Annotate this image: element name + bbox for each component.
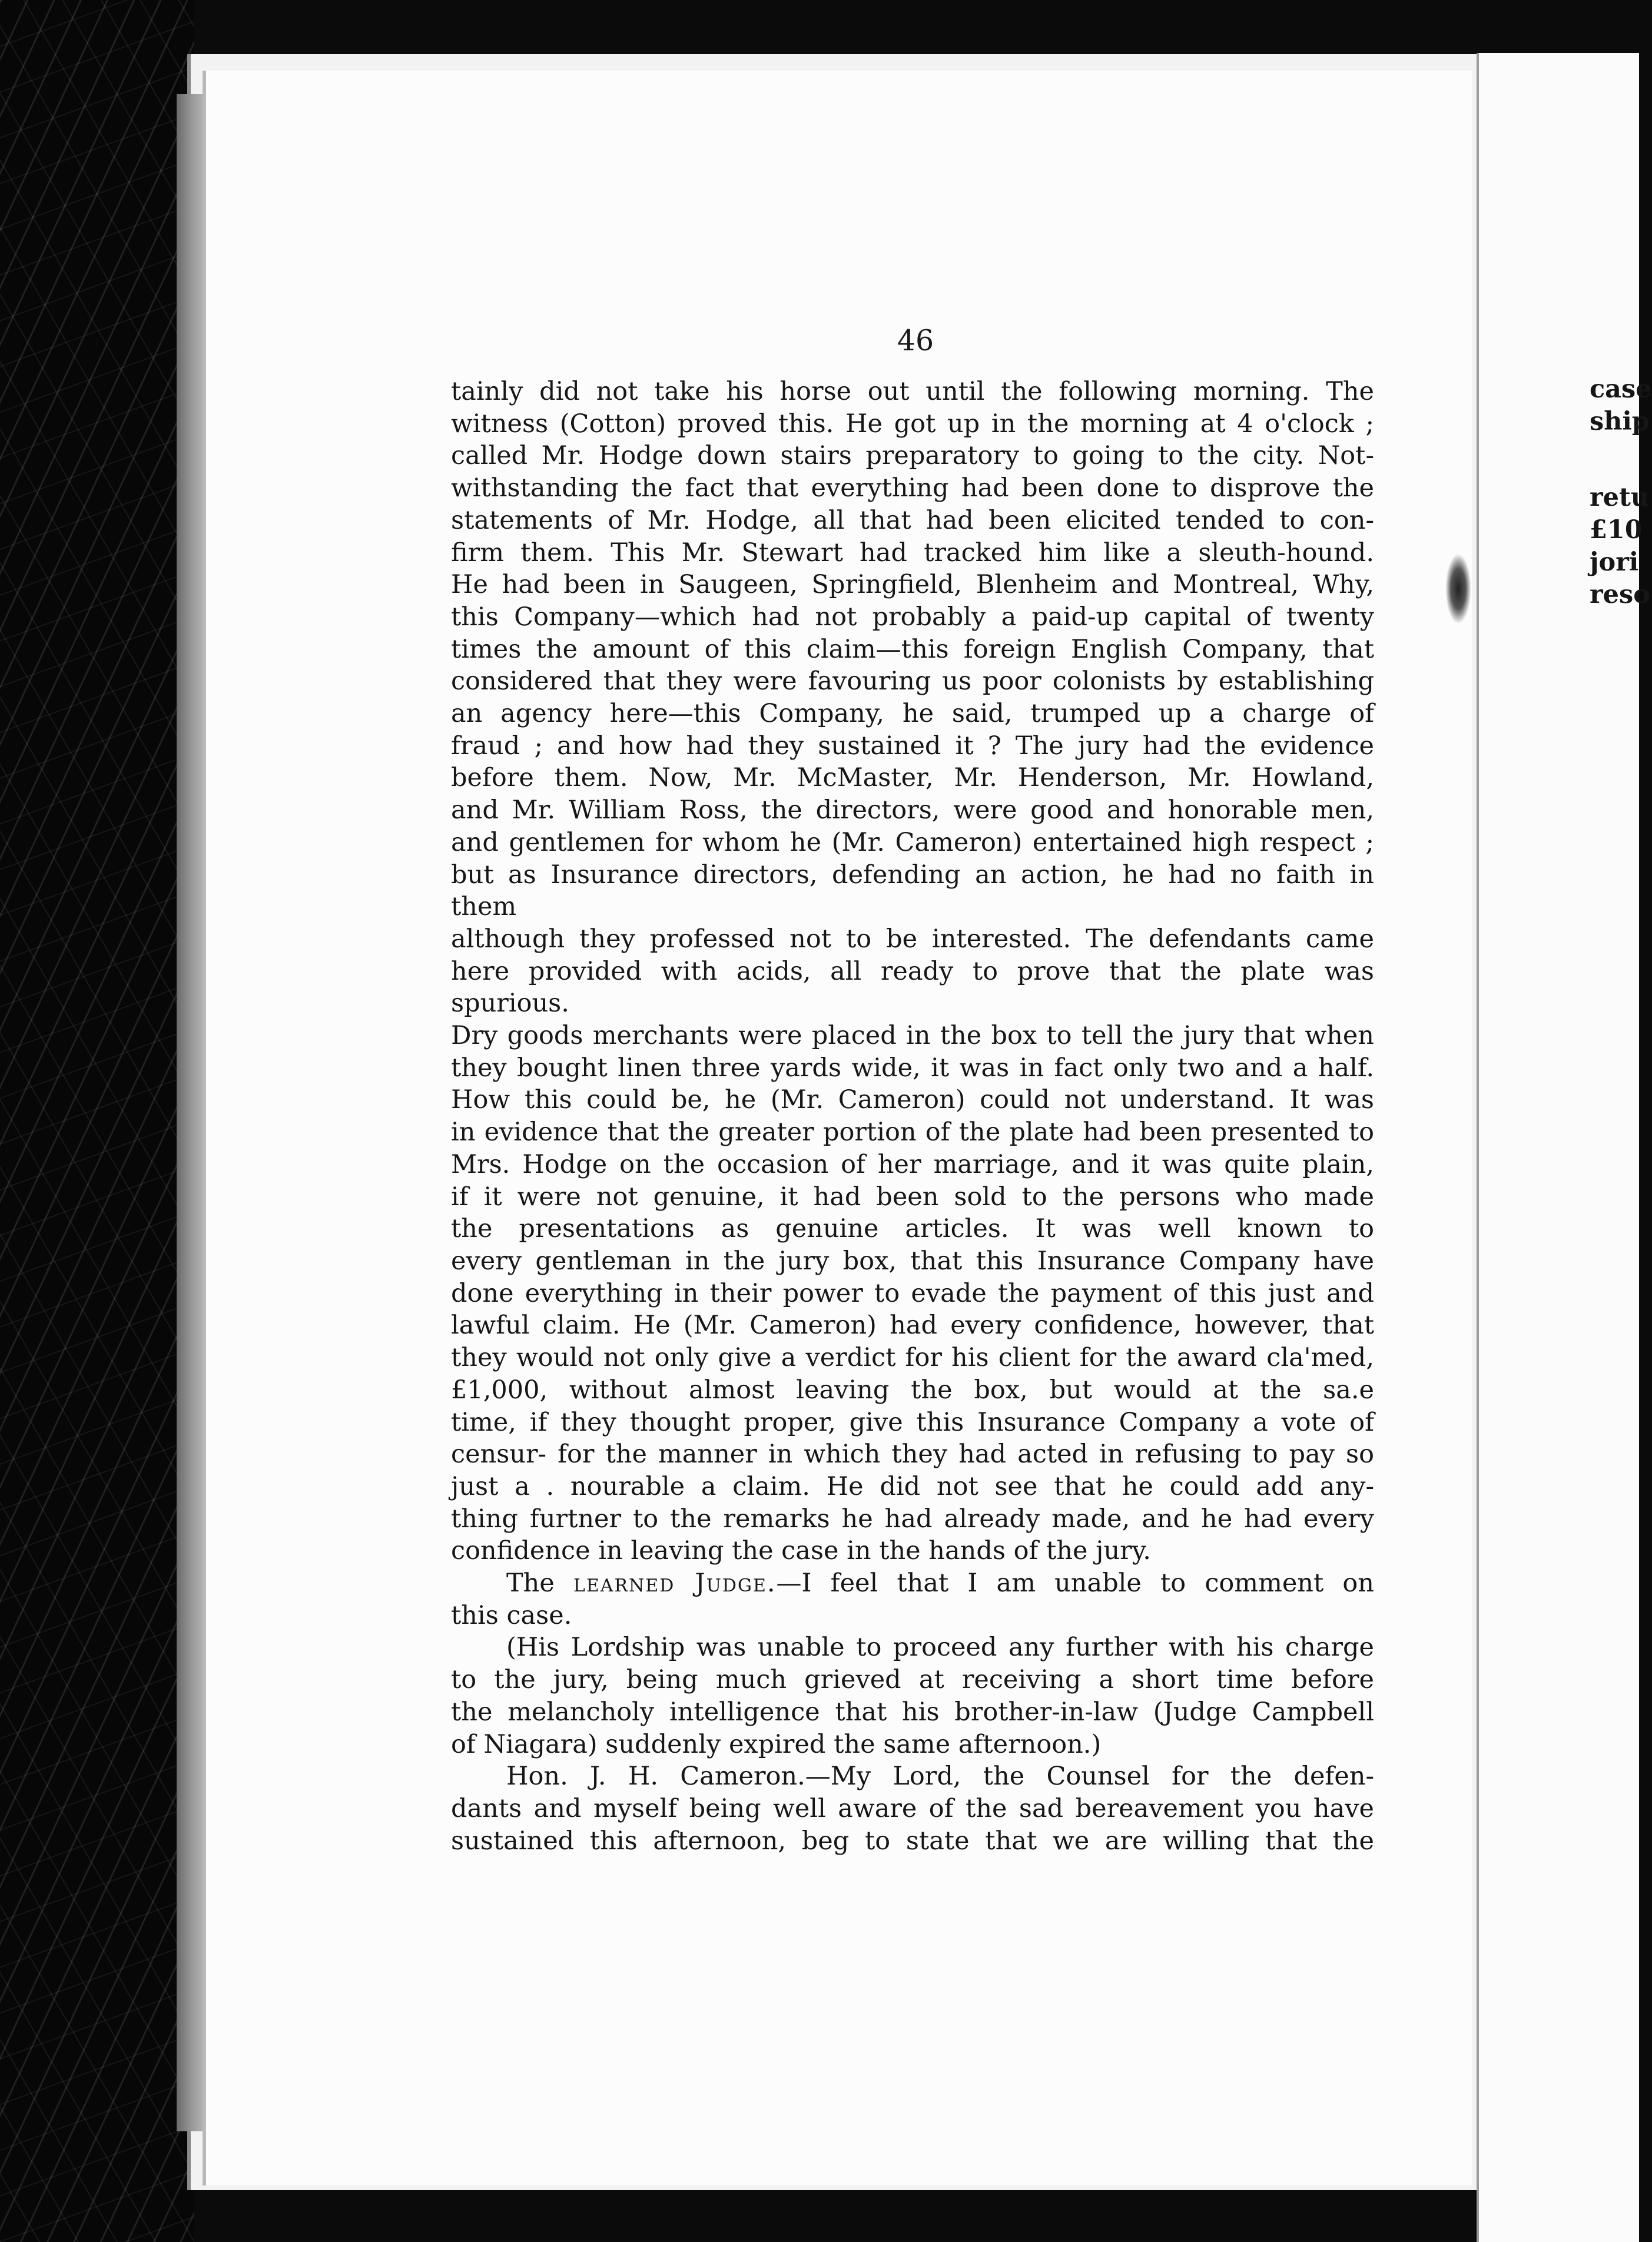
adjacent-page-fragment: case <box>1590 374 1652 404</box>
text-line: confidence in leaving the case in the hands of the jury. <box>451 1536 1151 1566</box>
adjacent-page-fragment: jori <box>1590 548 1639 577</box>
text-line: fraud ; and how had they sustained it ? The jury had the evidence <box>451 731 1374 761</box>
text-line: done everything in their power to evade the payment of this just and <box>451 1278 1374 1308</box>
judge-speaker: learned Judge. <box>573 1568 777 1598</box>
text-line: £1,000, without almost leaving the box, but would at the sa.e <box>451 1375 1374 1405</box>
lordship-note-line: of Niagara) suddenly expired the same afternoon.) <box>451 1729 1102 1759</box>
text-line: just a . nourable a claim. He did not see that he could add any- <box>451 1471 1374 1501</box>
cameron-statement-line: Hon. J. H. Cameron.—My Lord, the Counsel for the defen- <box>506 1762 1374 1792</box>
text-line: thing furtner to the remarks he had already made, and he had every <box>451 1504 1374 1534</box>
dark-background <box>0 0 194 2242</box>
text-line: if it were not genuine, it had been sold to the persons who made <box>451 1182 1374 1212</box>
text-line: and gentlemen for whom he (Mr. Cameron) entertained high respect ; <box>451 827 1374 857</box>
text-line: witness (Cotton) proved this. He got up in the morning at 4 o'clock ; <box>451 409 1374 439</box>
lordship-note-line: the melancholy intelligence that his brother-in-law (Judge Campbell <box>451 1697 1374 1727</box>
page-fold-shadow <box>1445 553 1471 624</box>
adjacent-page-fragment: ship <box>1590 407 1650 436</box>
text-line: withstanding the fact that everything had been done to disprove the <box>451 473 1374 503</box>
body-text <box>451 376 1374 1857</box>
text-line: How this could be, he (Mr. Cameron) could not understand. It was <box>451 1085 1374 1115</box>
text-line: censur- for the manner in which they had acted in refusing to pay so <box>451 1440 1374 1470</box>
lordship-note-line: (His Lordship was unable to proceed any further with his charge <box>506 1633 1374 1663</box>
text-line: this Company—which had not probably a paid-up capital of twenty <box>451 602 1374 632</box>
text-line: but as Insurance directors, defending an action, he had no faith in them <box>451 860 1374 922</box>
text-line: He had been in Saugeen, Springfield, Blenheim and Montreal, Why, <box>451 570 1374 600</box>
text-line: they bought linen three yards wide, it was in fact only two and a half. <box>451 1053 1374 1083</box>
text-line: before them. Now, Mr. McMaster, Mr. Henderson, Mr. Howland, <box>451 763 1374 793</box>
cameron-statement-line: dants and myself being well aware of the sad bereavement you have <box>451 1793 1374 1823</box>
judge-prefix: The <box>506 1568 573 1598</box>
text-line: and Mr. William Ross, the directors, were good and honorable men, <box>451 795 1374 825</box>
judge-statement: —I feel that I am unable to comment on <box>776 1568 1375 1598</box>
text-line: every gentleman in the jury box, that this Insurance Company have <box>451 1246 1374 1276</box>
lordship-note-line: to the jury, being much grieved at receiving a short time before <box>451 1665 1374 1695</box>
text-line: they would not only give a verdict for his client for the award cla'med, <box>451 1343 1374 1373</box>
text-line: tainly did not take his horse out until the following morning. The <box>451 377 1374 406</box>
text-line: time, if they thought proper, give this Insurance Company a vote of <box>451 1407 1374 1437</box>
text-line: called Mr. Hodge down stairs preparatory to going to the city. Not- <box>451 441 1374 471</box>
adjacent-page-fragment: retu <box>1590 483 1650 512</box>
page-number: 46 <box>897 324 934 357</box>
adjacent-page-fragment: £10 <box>1590 515 1643 545</box>
text-line: although they professed not to be interested. The defendants came <box>451 924 1374 954</box>
text-line: times the amount of this claim—this foreign English Company, that <box>451 634 1374 664</box>
judge-statement-line <box>451 1567 1374 1600</box>
text-line: lawful claim. He (Mr. Cameron) had every confidence, however, that <box>451 1311 1374 1341</box>
text-line: here provided with acids, all ready to prove that the plate was spurious. <box>451 956 1374 1019</box>
text-line: in evidence that the greater portion of the plate had been presented to <box>451 1117 1374 1147</box>
judge-statement-line: this case. <box>451 1600 572 1630</box>
adjacent-page-fragment: reso <box>1590 580 1650 609</box>
cameron-statement-line: sustained this afternoon, beg to state that we are willing that the <box>451 1826 1374 1856</box>
text-line: considered that they were favouring us poor colonists by establishing <box>451 666 1374 697</box>
text-line: an agency here—this Company, he said, trumped up a charge of <box>451 699 1374 729</box>
text-line: Mrs. Hodge on the occasion of her marriage, and it was quite plain, <box>451 1149 1374 1179</box>
text-line: firm them. This Mr. Stewart had tracked him like a sleuth-hound. <box>451 538 1374 568</box>
text-line: the presentations as genuine articles. It was well known to <box>451 1214 1374 1244</box>
text-line: Dry goods merchants were placed in the box to tell the jury that when <box>451 1021 1374 1051</box>
text-line: statements of Mr. Hodge, all that had been elicited tended to con- <box>451 505 1374 535</box>
